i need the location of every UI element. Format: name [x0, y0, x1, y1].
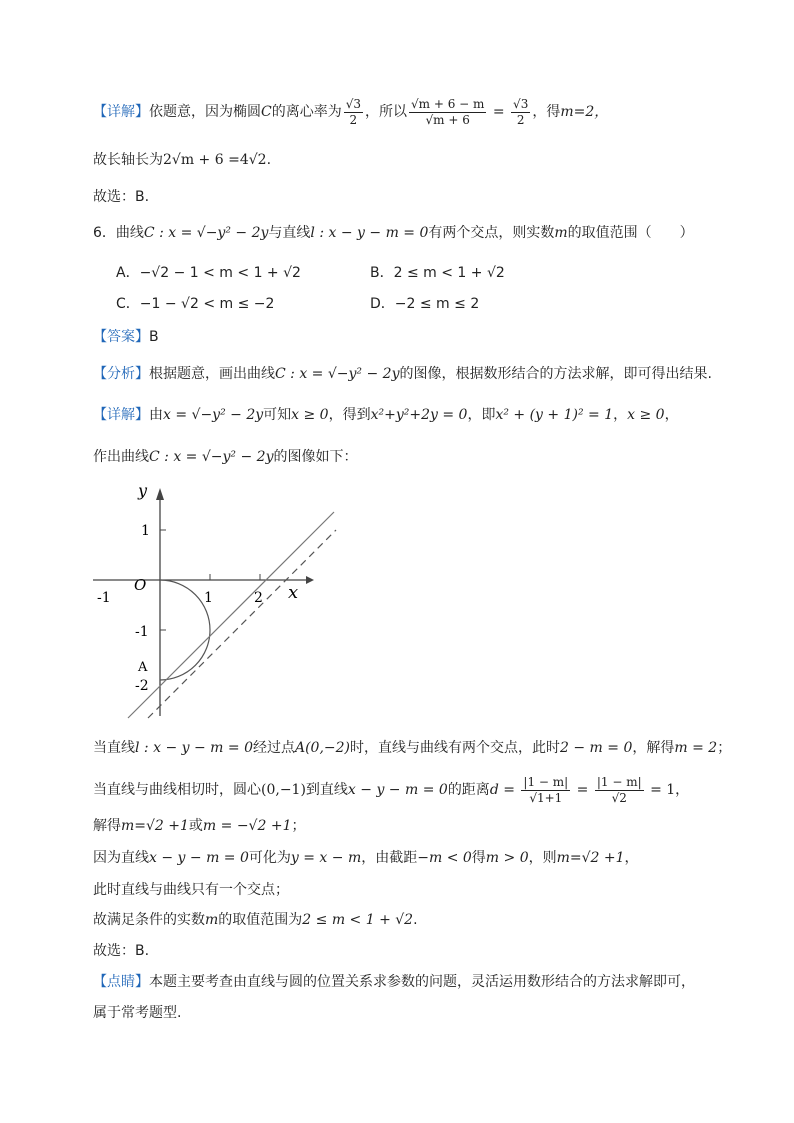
prev-detail-line: 【详解】依题意，因为椭圆C的离心率为 $\frac{√3}{2}$ ，所以 $\frac{√m + 6 - m}{√m + 6}$ = $\frac{√3}{2}$ ，得m=2， [93, 96, 609, 127]
point-a-label: A [138, 660, 148, 675]
distance-fraction-1: $\frac{|1 - m|}{√1+1}$ [523, 774, 569, 805]
option-c: C．−1 − √2 < m ≤ −2 [116, 296, 275, 312]
solution-step-3: 解得m=√2 +1或m = −√2 +1； [93, 818, 306, 834]
draw-instruction-line: 作出曲线C : x = √−y² − 2y的图像如下： [93, 449, 358, 465]
answer-value: B [149, 329, 159, 345]
solution-step-2: 当直线与曲线相切时，圆心(0,−1)到直线x − y − m = 0的距离d = $\frac{|1 - m|}{√1+1}$ = $\frac{|1 - m|}{√2}$ = 1， [93, 774, 690, 805]
tick-label-y-neg1: -1 [135, 624, 149, 640]
origin-label: O [134, 576, 147, 594]
question-6-stem: 6．曲线C : x = √−y² − 2y与直线l : x − y − m = 0有两个交点，则实数m的取值范围（ ） [93, 225, 694, 241]
x-axis-arrow [306, 576, 314, 584]
distance-fraction-2: $\frac{|1 - m|}{√2}$ [596, 774, 642, 805]
option-d: D．−2 ≤ m ≤ 2 [370, 296, 480, 312]
eccentricity-fraction: $\frac{√3}{2}$ [345, 96, 361, 127]
ratio-fraction: $\frac{√m + 6 - m}{√m + 6}$ [411, 96, 485, 127]
analysis-tag: 【分析】 [93, 366, 149, 382]
solution-step-4: 因为直线x − y − m = 0可化为y = x − m，由截距−m < 0得m > 0，则m=√2 +1， [93, 850, 639, 866]
y-axis-label: y [138, 481, 148, 500]
solution-step-6: 故满足条件的实数m的取值范围为2 ≤ m < 1 + √2. [93, 912, 418, 928]
detail-line-1: 【详解】由x = √−y² − 2y可知x ≥ 0，得到x²+y²+2y = 0，即x² + (y + 1)² = 1，x ≥ 0， [93, 407, 679, 423]
comment-line-2: 属于常考题型. [93, 1005, 182, 1021]
final-choice-line: 故选：B. [93, 943, 150, 959]
semicircle-curve [160, 580, 210, 680]
analysis-line: 【分析】根据题意，画出曲线C : x = √−y² − 2y的图像，根据数形结合的方法求解，即可得出结果. [93, 366, 712, 382]
x-axis-label: x [288, 582, 299, 603]
tick-label-x-1: 1 [204, 590, 213, 606]
comment-line-1: 【点睛】本题主要考查由直线与圆的位置关系求参数的问题，灵活运用数形结合的方法求解即可， [93, 974, 695, 990]
prev-major-axis-line: 故长轴长为2√m + 6 =4√2. [93, 152, 272, 168]
line-through-a [128, 512, 334, 718]
solution-step-1: 当直线l : x − y − m = 0经过点A(0,−2)时，直线与曲线有两个交点，此时2 − m = 0，解得m = 2； [93, 740, 732, 756]
answer-line [93, 327, 159, 347]
option-b: B．2 ≤ m < 1 + √2 [370, 265, 505, 281]
comment-tag: 【点睛】 [93, 974, 149, 990]
detail-tag-2: 【详解】 [93, 407, 149, 423]
tick-label-x-neg1: -1 [97, 590, 111, 606]
tangent-line [148, 530, 336, 718]
tick-label-x-2: 2 [254, 590, 263, 606]
detail-tag: 【详解】 [93, 104, 149, 120]
eccentricity-fraction-2: $\frac{√3}{2}$ [513, 96, 529, 127]
option-a: A．−√2 − 1 < m < 1 + √2 [116, 265, 301, 281]
curve-figure [88, 478, 358, 723]
solution-step-5: 此时直线与曲线只有一个交点； [93, 882, 289, 898]
tick-label-y-neg2: -2 [135, 678, 149, 694]
answer-tag: 【答案】 [93, 329, 149, 345]
prev-choice-line: 故选：B. [93, 189, 150, 205]
tick-label-y-1: 1 [141, 523, 150, 539]
y-axis-arrow [156, 488, 164, 500]
